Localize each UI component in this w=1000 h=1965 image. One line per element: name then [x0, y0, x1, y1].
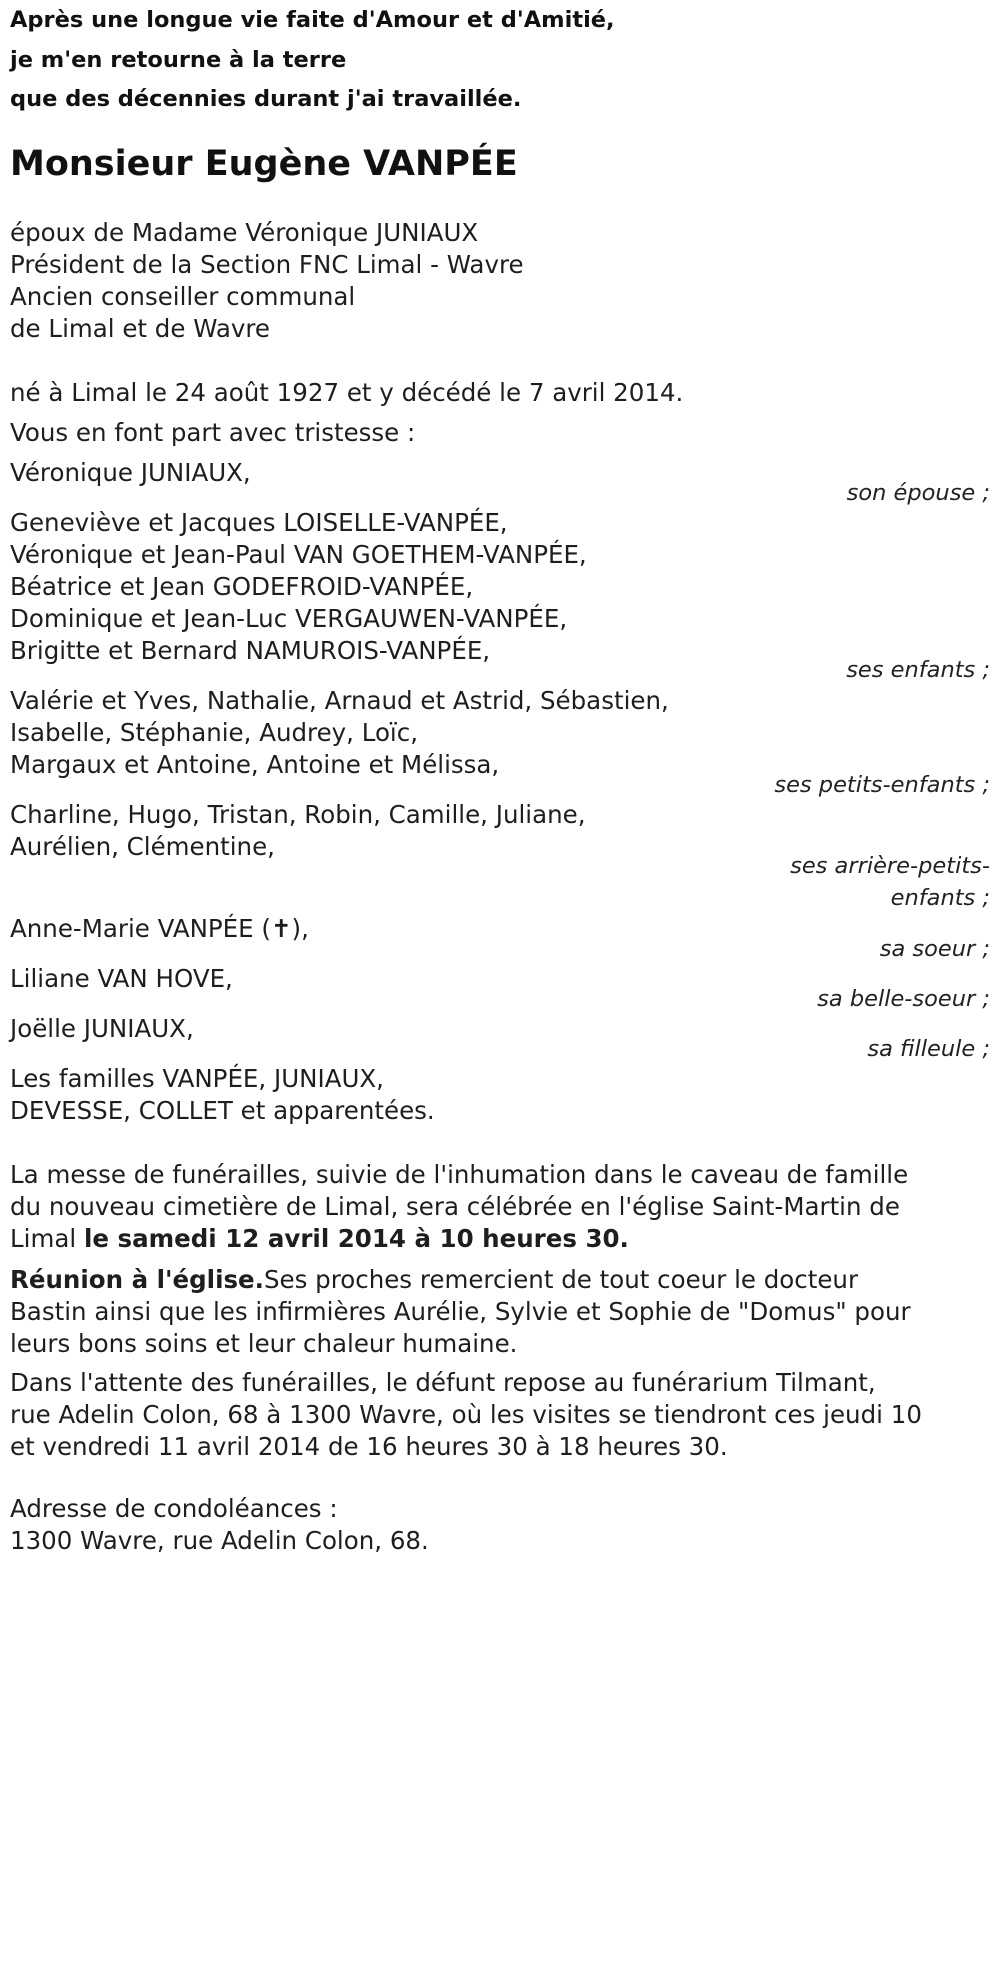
reunion-line-3: leurs bons soins et leur chaleur humaine.	[10, 1329, 518, 1358]
great-grandchildren-relation-2: enfants ;	[890, 885, 990, 911]
mass-line-2: du nouveau cimetière de Limal, sera célébrée en l'église Saint-Martin de	[10, 1192, 900, 1221]
sister-name: Anne-Marie VANPÉE (✝),	[10, 914, 309, 943]
poem-line-2: je m'en retourne à la terre	[10, 47, 347, 73]
reunion-label: Réunion à l'église.	[10, 1265, 264, 1294]
poem-line-3: que des décennies durant j'ai travaillée.	[10, 86, 522, 112]
condolences-address: 1300 Wavre, rue Adelin Colon, 68.	[10, 1526, 429, 1555]
great-grandchildren-relation-1: ses arrière-petits-	[790, 853, 990, 879]
title-line-4: de Limal et de Wavre	[10, 314, 271, 343]
families-line-1: Les familles VANPÉE, JUNIAUX,	[10, 1064, 384, 1093]
reunion-line-1-rest: Ses proches remercient de tout coeur le docteur	[263, 1265, 859, 1294]
child-2: Véronique et Jean-Paul VAN GOETHEM-VANPÉE,	[10, 540, 587, 569]
children-relation: ses enfants ;	[846, 657, 990, 683]
reunion-line-1	[10, 1265, 858, 1295]
grandchildren-relation: ses petits-enfants ;	[774, 772, 990, 798]
child-1: Geneviève et Jacques LOISELLE-VANPÉE,	[10, 508, 508, 537]
visit-line-1: Dans l'attente des funérailles, le défunt repose au funérarium Tilmant,	[10, 1368, 876, 1397]
great-grandchildren-line-1: Charline, Hugo, Tristan, Robin, Camille, Juliane,	[10, 800, 586, 829]
grandchildren-line-1: Valérie et Yves, Nathalie, Arnaud et Astrid, Sébastien,	[10, 686, 669, 715]
mass-line-1: La messe de funérailles, suivie de l'inhumation dans le caveau de famille	[10, 1160, 909, 1189]
title-line-3: Ancien conseiller communal	[10, 282, 356, 311]
sister-in-law-relation: sa belle-soeur ;	[817, 986, 990, 1012]
child-3: Béatrice et Jean GODEFROID-VANPÉE,	[10, 572, 474, 601]
mass-line-3-plain: Limal	[10, 1224, 84, 1253]
visit-line-2: rue Adelin Colon, 68 à 1300 Wavre, où les visites se tiendront ces jeudi 10	[10, 1400, 922, 1429]
goddaughter-name: Joëlle JUNIAUX,	[10, 1014, 194, 1043]
title-line-2: Président de la Section FNC Limal - Wavre	[10, 250, 524, 279]
sister-relation: sa soeur ;	[879, 936, 990, 962]
condolences-label: Adresse de condoléances :	[10, 1494, 338, 1523]
birth-death: né à Limal le 24 août 1927 et y décédé le 7 avril 2014.	[10, 378, 684, 407]
poem-line-1: Après une longue vie faite d'Amour et d'Amitié,	[10, 7, 615, 33]
goddaughter-relation: sa filleule ;	[867, 1036, 990, 1062]
grandchildren-line-3: Margaux et Antoine, Antoine et Mélissa,	[10, 750, 500, 779]
mass-line-3	[10, 1224, 629, 1254]
spouse-name: Véronique JUNIAUX,	[10, 458, 251, 487]
mass-date: le samedi 12 avril 2014 à 10 heures 30.	[83, 1224, 629, 1253]
great-grandchildren-line-2: Aurélien, Clémentine,	[10, 832, 275, 861]
child-5: Brigitte et Bernard NAMUROIS-VANPÉE,	[10, 636, 491, 665]
announce: Vous en font part avec tristesse :	[10, 418, 416, 447]
deceased-name: Monsieur Eugène VANPÉE	[10, 144, 518, 184]
reunion-line-2: Bastin ainsi que les infirmières Aurélie, Sylvie et Sophie de "Domus" pour	[10, 1297, 911, 1326]
spouse-relation: son épouse ;	[846, 480, 990, 506]
visit-line-3: et vendredi 11 avril 2014 de 16 heures 30 à 18 heures 30.	[10, 1432, 728, 1461]
grandchildren-line-2: Isabelle, Stéphanie, Audrey, Loïc,	[10, 718, 418, 747]
families-line-2: DEVESSE, COLLET et apparentées.	[10, 1096, 435, 1125]
sister-in-law-name: Liliane VAN HOVE,	[10, 964, 233, 993]
child-4: Dominique et Jean-Luc VERGAUWEN-VANPÉE,	[10, 604, 568, 633]
title-line-1: époux de Madame Véronique JUNIAUX	[10, 218, 479, 247]
